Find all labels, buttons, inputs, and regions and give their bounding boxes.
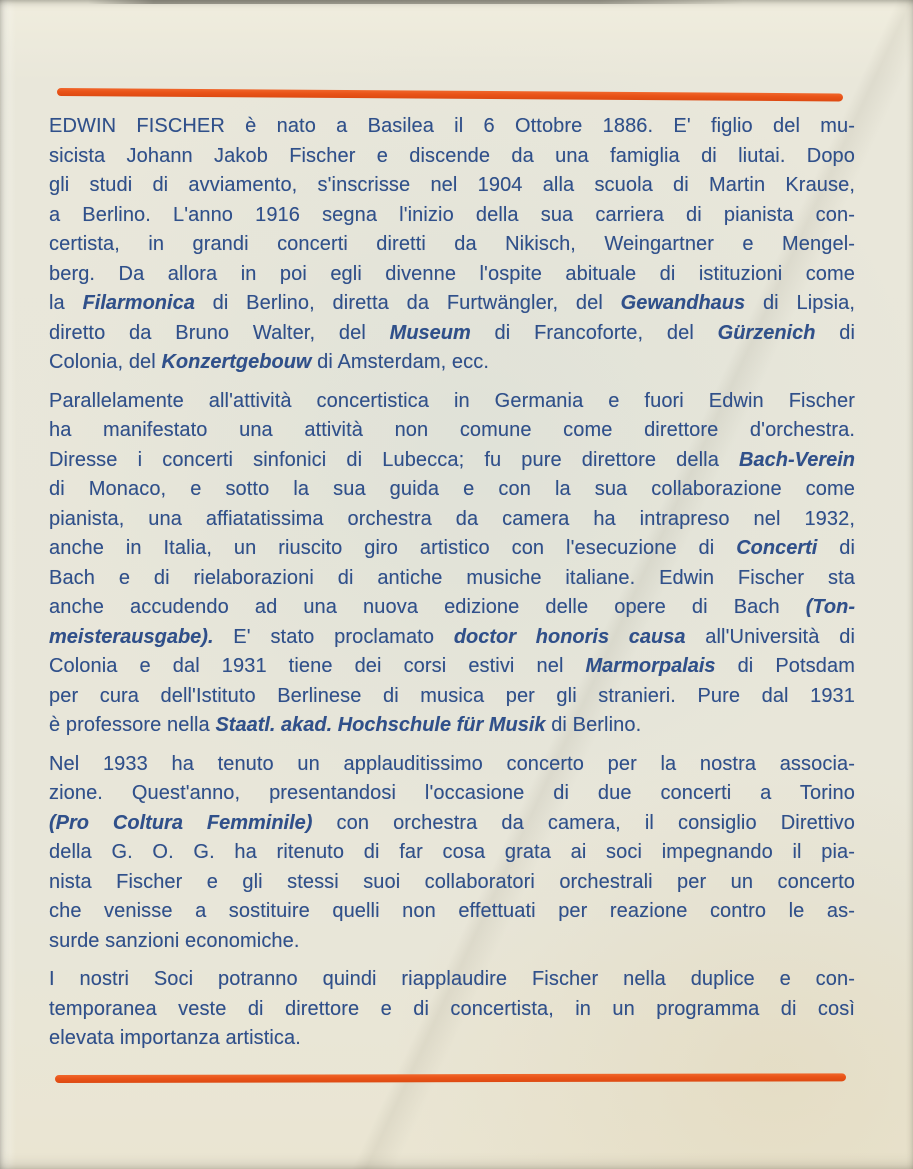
text-run: zione. Quest'anno, presentandosi l'occasione di due concerti a Torino — [49, 782, 855, 804]
text-line — [49, 534, 855, 564]
text-run: all'Università di — [685, 625, 855, 648]
text-line — [49, 809, 855, 839]
text-line — [49, 593, 855, 623]
text-line — [49, 201, 855, 231]
text-line — [49, 319, 855, 349]
text-run: di Francoforte, del — [470, 321, 718, 344]
text-run: certista, in grandi concerti diretti da Nikisch, Weingartner e Mengel- — [49, 233, 855, 255]
text-run: berg. Da allora in poi egli divenne l'ospite abituale di istituzioni come — [49, 262, 855, 285]
text-line — [49, 142, 855, 172]
text-line — [49, 1024, 855, 1054]
text-line — [49, 995, 855, 1025]
emphasized-term: Staatl. akad. Hochschule für Musik — [215, 714, 546, 736]
text-run: a Berlino. L'anno 1916 segna l'inizio della sua carriera di pianista con- — [49, 203, 855, 226]
text-run: con orchestra da camera, il consiglio Direttivo — [312, 811, 855, 834]
text-line — [49, 564, 855, 594]
text-line — [49, 230, 855, 260]
text-run: Nel 1933 ha tenuto un applauditissimo concerto per la nostra associa- — [49, 752, 855, 775]
text-run: di — [815, 321, 855, 344]
text-run: anche in Italia, un riuscito giro artistico con l'esecuzione di — [49, 537, 737, 559]
text-line — [49, 475, 855, 505]
text-line — [49, 927, 855, 957]
text-line — [49, 965, 855, 995]
text-line — [49, 652, 855, 682]
bottom-orange-rule — [55, 1073, 846, 1083]
text-run: è professore nella — [49, 714, 216, 736]
text-run: sicista Johann Jakob Fischer e discende da una famiglia di liutai. Dopo — [49, 144, 855, 167]
emphasized-term: meisterausgabe). — [49, 625, 214, 648]
text-run: Colonia, del — [49, 351, 162, 373]
text-line — [49, 260, 855, 290]
text-run: E' stato proclamato — [213, 625, 454, 648]
text-line — [49, 171, 855, 201]
text-line — [49, 682, 855, 712]
paragraph — [49, 965, 855, 1054]
body-text — [49, 112, 855, 1063]
top-orange-rule — [57, 88, 843, 101]
emphasized-term: Gürzenich — [717, 321, 816, 344]
text-line — [49, 750, 855, 780]
emphasized-term: Konzertgebouw — [161, 351, 312, 373]
text-run: di Lipsia, — [745, 292, 856, 314]
text-line — [49, 505, 855, 535]
text-run: diretto da Bruno Walter, del — [49, 321, 390, 344]
text-run: elevata importanza artistica. — [49, 1027, 301, 1049]
emphasized-term: Filarmonica — [82, 292, 195, 314]
text-line — [49, 897, 855, 927]
emphasized-term: Bach-Verein — [739, 448, 855, 471]
text-run: per cura dell'Istituto Berlinese di musica per gli stranieri. Pure dal 1931 — [49, 684, 855, 707]
text-line — [49, 416, 855, 446]
text-line — [49, 838, 855, 868]
text-run: di Amsterdam, ecc. — [311, 351, 489, 373]
paragraph — [49, 387, 855, 741]
text-run: pianista, una affiatatissima orchestra da camera ha intrapreso nel 1932, — [49, 507, 855, 530]
emphasized-term: (Pro Coltura Femminile) — [49, 811, 313, 834]
text-run: gli studi di avviamento, s'inscrisse nel 1904 alla scuola di Martin Krause, — [49, 174, 855, 196]
text-line — [49, 348, 855, 378]
text-run: surde sanzioni economiche. — [49, 929, 300, 952]
text-run: EDWIN FISCHER è nato a Basilea il 6 Ottobre 1886. E' figlio del mu- — [49, 115, 855, 137]
text-run: la — [49, 292, 83, 314]
emphasized-term: doctor honoris causa — [453, 625, 686, 648]
text-run: Bach e di rielaborazioni di antiche musiche italiane. Edwin Fischer sta — [49, 566, 855, 589]
text-run: di Monaco, e sotto la sua guida e con la sua collaborazione come — [49, 478, 855, 500]
emphasized-term: (Ton- — [805, 596, 855, 618]
text-run: I nostri Soci potranno quindi riapplaudire Fischer nella duplice e con- — [49, 968, 855, 990]
text-run: ha manifestato una attività non comune come direttore d'orchestra. — [49, 419, 855, 441]
paragraph — [49, 750, 855, 957]
text-line — [49, 623, 855, 653]
paragraph — [49, 112, 855, 378]
text-run: di Berlino, diretta da Furtwängler, del — [194, 292, 621, 314]
text-line — [49, 868, 855, 898]
text-run: Colonia e dal 1931 tiene dei corsi estivi nel — [49, 655, 586, 677]
text-run: di Berlino. — [545, 714, 642, 736]
text-line — [49, 289, 855, 319]
text-run: Parallelamente all'attività concertistica in Germania e fuori Edwin Fischer — [49, 389, 855, 412]
text-run: temporanea veste di direttore e di concertista, in un programma di così — [49, 997, 855, 1020]
text-run: anche accudendo ad una nuova edizione delle opere di Bach — [49, 596, 806, 618]
text-run: Diresse i concerti sinfonici di Lubecca; fu pure direttore della — [49, 448, 740, 471]
text-line — [49, 779, 855, 809]
emphasized-term: Museum — [389, 321, 471, 344]
emphasized-term: Gewandhaus — [620, 292, 746, 314]
text-run: di Potsdam — [715, 655, 855, 677]
text-run: di — [817, 537, 855, 559]
text-run: che venisse a sostituire quelli non effettuati per reazione contro le as- — [49, 900, 855, 922]
text-line — [49, 387, 855, 417]
text-run: della G. O. G. ha ritenuto di far cosa grata ai soci impegnando il pia- — [49, 841, 855, 863]
text-line — [49, 112, 855, 142]
text-line — [49, 446, 855, 476]
emphasized-term: Marmorpalais — [585, 655, 716, 677]
text-run: nista Fischer e gli stessi suoi collaboratori orchestrali per un concerto — [49, 870, 855, 893]
emphasized-term: Concerti — [736, 537, 818, 559]
text-line — [49, 711, 855, 741]
